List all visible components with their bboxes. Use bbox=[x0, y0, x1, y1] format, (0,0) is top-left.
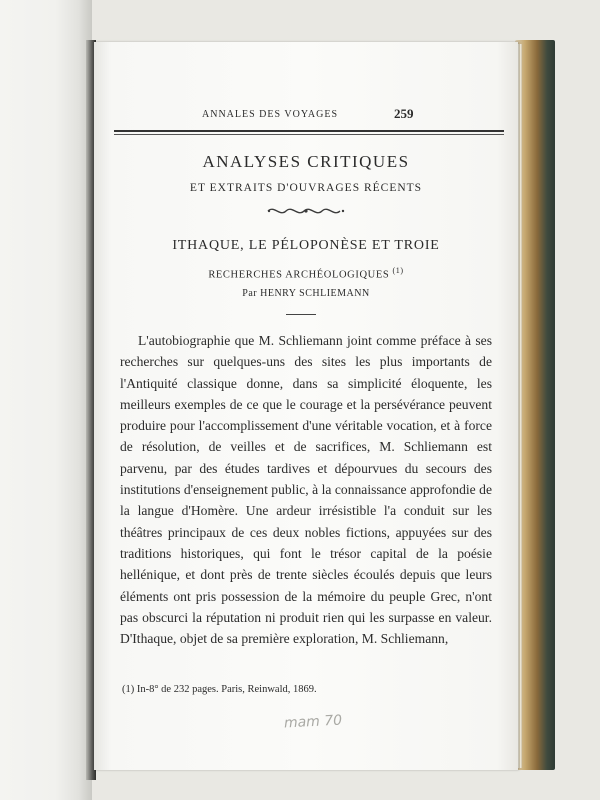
body-text bbox=[120, 330, 492, 649]
pencil-annotation: mam 70 bbox=[283, 712, 343, 732]
header-rule-thick bbox=[114, 130, 504, 132]
byline: Par HENRY SCHLIEMANN bbox=[242, 288, 370, 299]
article-subtitle: RECHERCHES ARCHÉOLOGIQUES bbox=[208, 269, 390, 281]
body-paragraph: L'autobiographie que M. Schliemann joint comme préface à ses recherches sur quelques-uns des sites les plus importants de l'Antiquité classique donne, dans sa simplicité éloquente, les meilleurs exemples de ce que le courage et la persévérance peuvent produire pour l'accomplissement d'une véritable vocation, et à force de résolution, de veilles et de sacrifices, M. Schliemann est parvenu, par des études tardives et dépourvues du secours des institutions d'enseignement public, à la connaissance approfondie de la langue d'Homère. Une ardeur irrésistible l'a conduit sur les théâtres principaux de ces deux nobles fictions, appuyées sur des traditions historiques, qui font le trésor capital de la poésie hellénique, et dont près de trente siècles écoulés depuis que leurs éléments ont pris possession de la mémoire du peuple Grec, n'ont pas obscurci la réputation ni produit rien qui les surpasse en valeur. D'Ithaque, objet de sa première exploration, M. Schliemann, bbox=[120, 333, 492, 647]
section-subtitle: ET EXTRAITS D'OUVRAGES RÉCENTS bbox=[189, 182, 423, 194]
ornament-icon bbox=[266, 205, 346, 217]
running-title: ANNALES DES VOYAGES bbox=[202, 109, 339, 120]
section-title: ANALYSES CRITIQUES bbox=[202, 152, 410, 171]
page-number: 259 bbox=[394, 106, 414, 121]
article-subtitle-line bbox=[94, 266, 518, 281]
short-rule bbox=[286, 314, 316, 315]
footnote-marker: (1) bbox=[392, 266, 404, 275]
header-rule-thin bbox=[114, 134, 504, 135]
article-title: ITHAQUE, LE PÉLOPONÈSE ET TROIE bbox=[172, 238, 440, 253]
ornament-divider bbox=[94, 204, 518, 222]
facing-page bbox=[0, 0, 92, 800]
running-head bbox=[116, 106, 506, 126]
footnote: (1) In-8° de 232 pages. Paris, Reinwald, 1869. bbox=[122, 684, 317, 695]
book-page bbox=[94, 42, 518, 770]
